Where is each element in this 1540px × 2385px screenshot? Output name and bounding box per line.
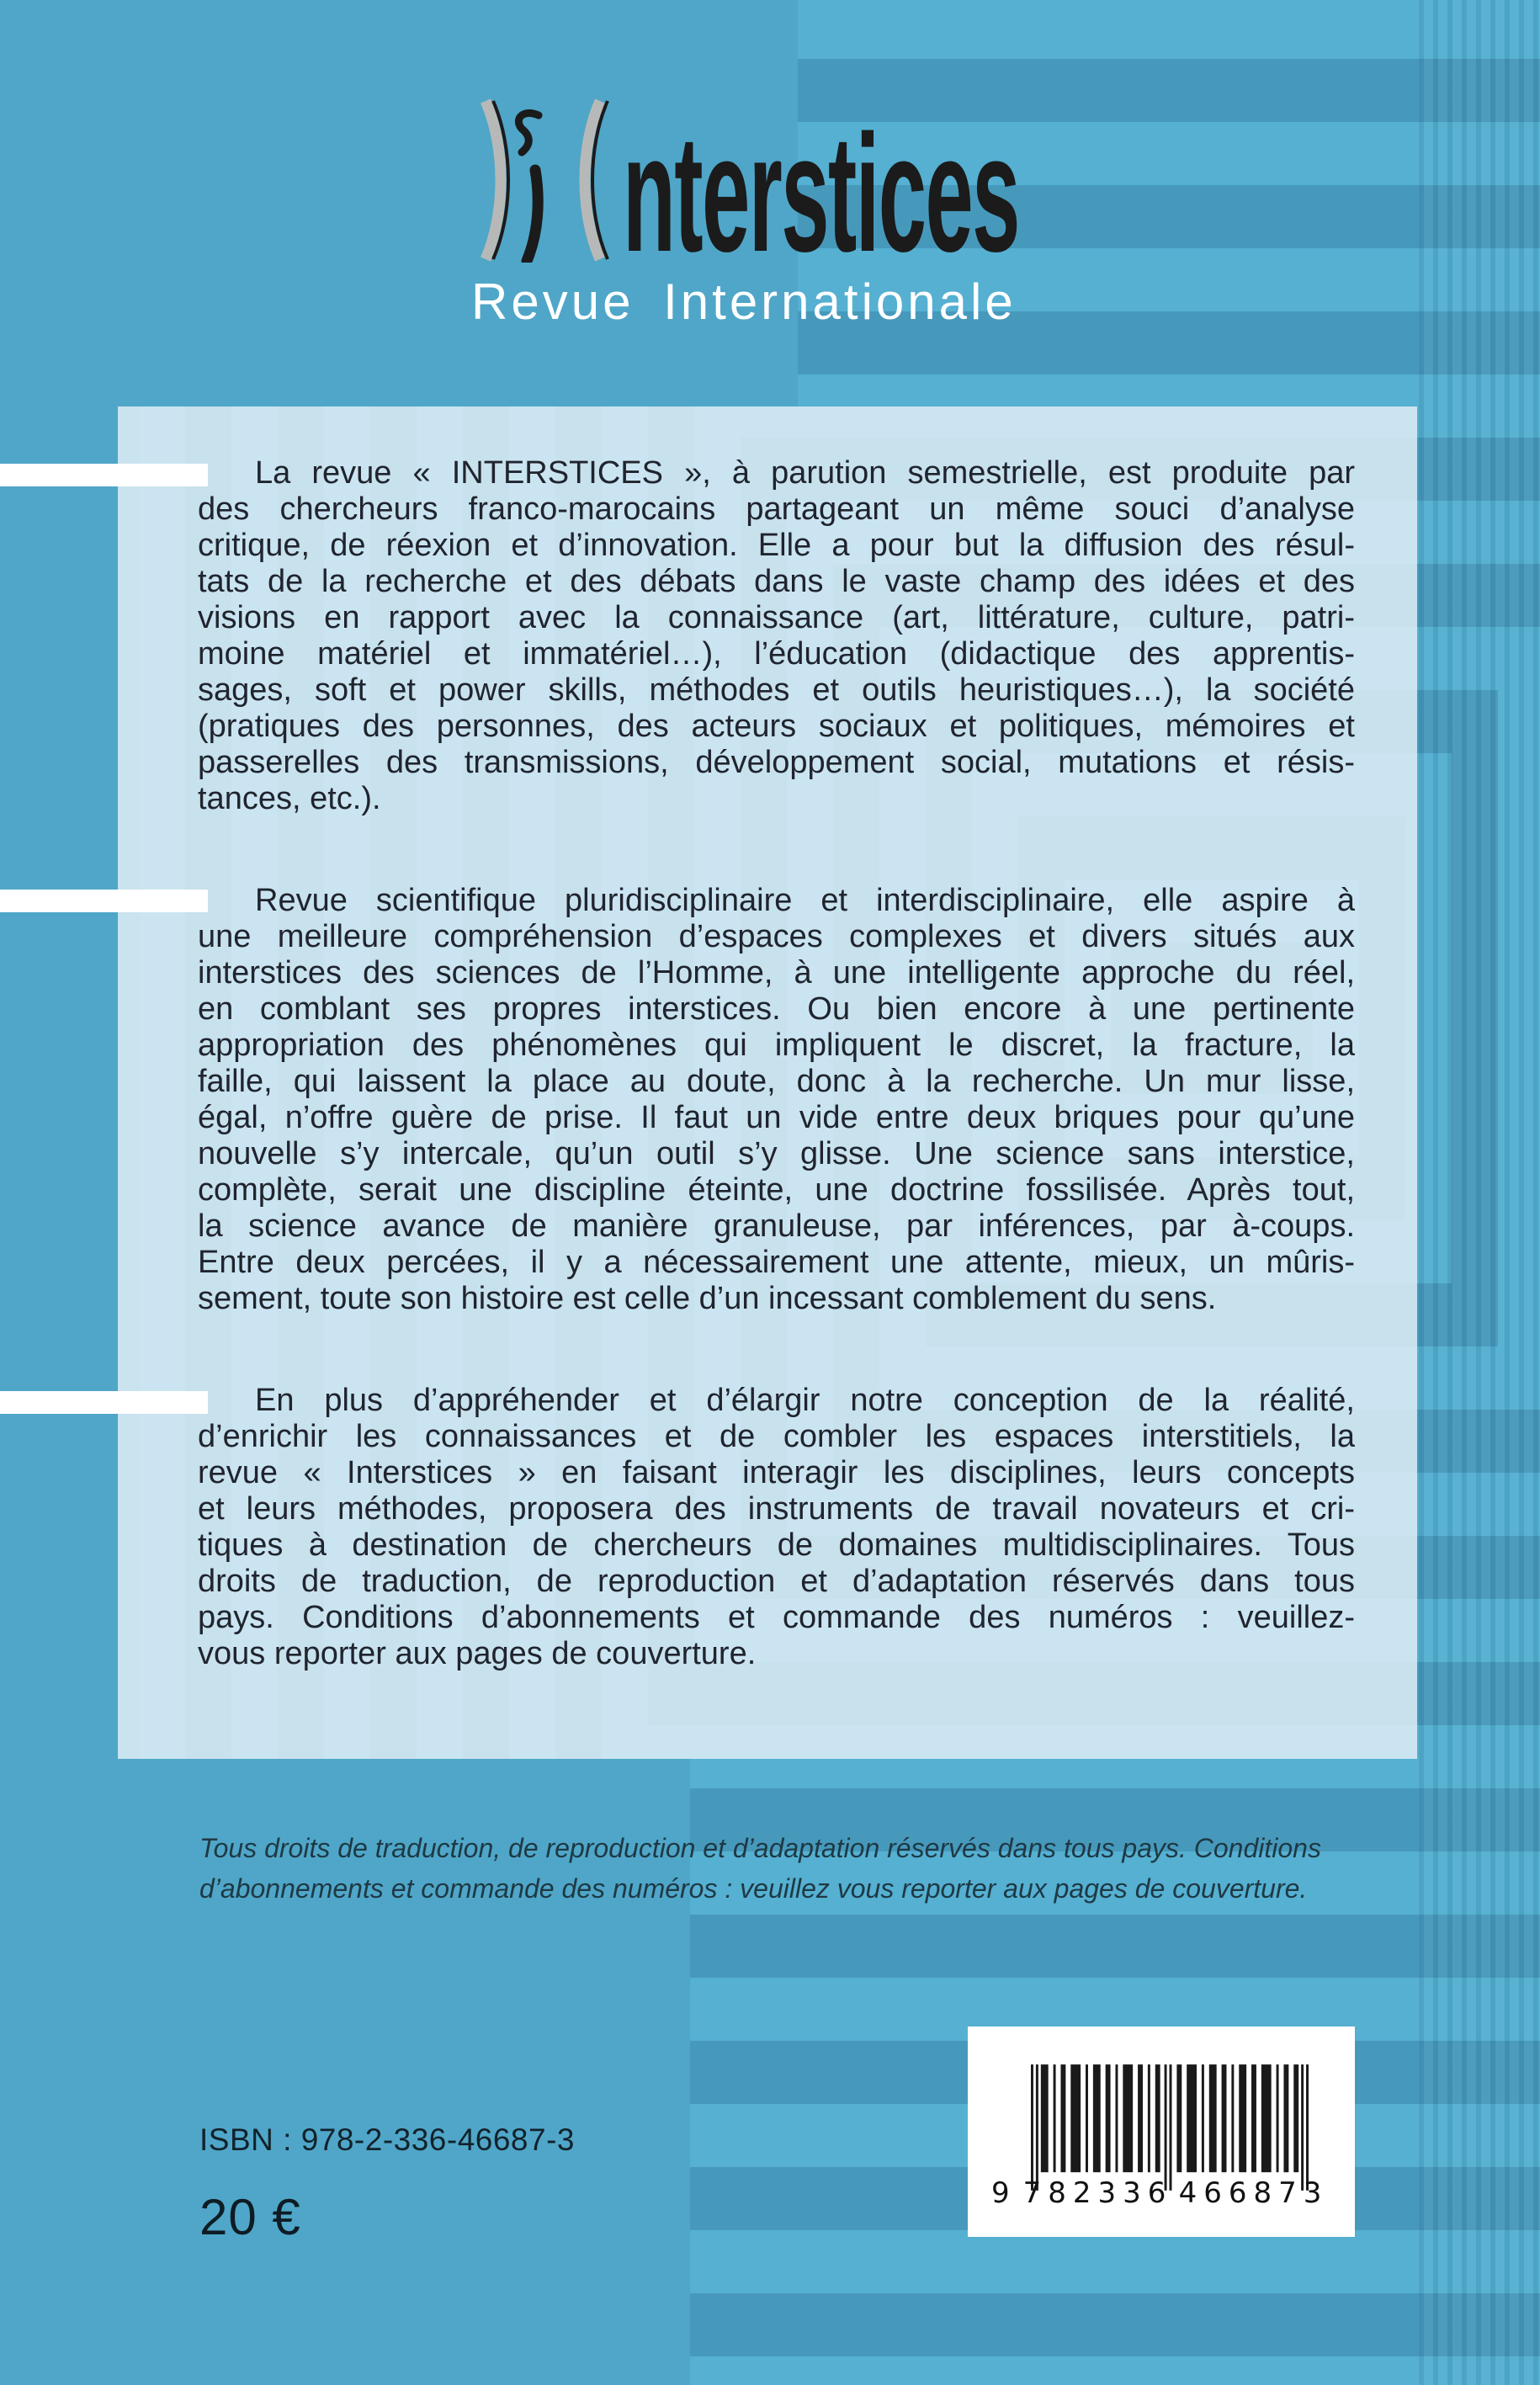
text-line: d’enrichir les connaissances et de combler les espaces interstitiels, la	[198, 1419, 1355, 1454]
barcode-digit-left: 9	[991, 2176, 1010, 2210]
paragraph-mission	[198, 1383, 1355, 1672]
paragraph-marker-bar	[0, 890, 208, 912]
text-line: critique, de réexion et d’innovation. Elle a pour but la diffusion des résul-	[198, 528, 1355, 563]
background-stripes	[1419, 0, 1540, 2385]
paragraph-marker-bar	[0, 1391, 208, 1414]
text-line: Revue scientifique pluridisciplinaire et interdisciplinaire, elle aspire à	[255, 883, 1355, 918]
text-line: tats de la recherche et des débats dans le vaste champ des idées et des	[198, 564, 1355, 599]
description-panel	[118, 406, 1417, 1759]
text-line: revue « Interstices » en faisant interagir les disciplines, leurs concepts	[198, 1455, 1355, 1490]
text-line: En plus d’appréhender et d’élargir notre conception de la réalité,	[255, 1383, 1355, 1418]
text-line: sement, toute son histoire est celle d’un incessant comblement du sens.	[198, 1281, 1217, 1316]
text-line: sages, soft et power skills, méthodes et outils heuristiques…), la société	[198, 672, 1355, 708]
text-line: faille, qui laissent la place au doute, donc à la recherche. Un mur lisse,	[198, 1064, 1355, 1099]
text-line: visions en rapport avec la connaissance (art, littérature, culture, patri-	[198, 600, 1355, 635]
text-line: Entre deux percées, il y a nécessairement une attente, mieux, un mûris-	[198, 1245, 1355, 1280]
text-line: tances, etc.).	[198, 781, 381, 816]
text-line: appropriation des phénomènes qui impliquent le discret, la fracture, la	[198, 1028, 1355, 1063]
text-line: passerelles des transmissions, développement social, mutations et résis-	[198, 745, 1355, 780]
text-line: pays. Conditions d’abonnements et commande des numéros : veuillez-	[198, 1600, 1355, 1635]
barcode-bars-icon	[1031, 2064, 1309, 2191]
price-label: 20 €	[199, 2189, 301, 2245]
logo-right-paren-icon	[576, 98, 609, 262]
text-line: d’abonnements et commande des numéros : veuillez vous reporter aux pages de couverture.	[199, 1873, 1308, 1904]
text-line: nouvelle s’y intercale, qu’un outil s’y glisse. Une science sans interstice,	[198, 1136, 1355, 1171]
logo-wordmark: nterstices	[623, 100, 1019, 286]
text-line: une meilleure compréhension d’espaces complexes et divers situés aux	[198, 919, 1355, 954]
text-line: (pratiques des personnes, des acteurs sociaux et politiques, mémoires et	[198, 709, 1355, 744]
text-line: interstices des sciences de l’Homme, à une intelligente approche du réel,	[198, 955, 1355, 991]
barcode-digits	[991, 2175, 1331, 2213]
barcode-digit-group: 466873	[1178, 2176, 1329, 2210]
text-line: tiques à destination de chercheurs de domaines multidisciplinaires. Tous	[198, 1527, 1355, 1563]
copyright-note	[199, 1828, 1378, 1909]
text-line: La revue « INTERSTICES », à parution semestrielle, est produite par	[255, 455, 1355, 491]
logo-subtitle: Revue Internationale	[471, 274, 1017, 330]
text-line: et leurs méthodes, proposera des instruments de travail novateurs et cri-	[198, 1491, 1355, 1527]
logo-i-hamza-icon	[507, 107, 550, 263]
text-line: Tous droits de traduction, de reproduction et d’adaptation réservés dans tous pays. Conditions	[199, 1833, 1321, 1863]
paragraph-scope	[198, 883, 1355, 1317]
background-flat-area	[0, 406, 119, 1759]
text-line: des chercheurs franco-marocains partageant un même souci d’analyse	[198, 491, 1355, 527]
text-line: droits de traduction, de reproduction et d’adaptation réservés dans tous	[198, 1564, 1355, 1599]
paragraph-presentation	[198, 455, 1355, 817]
text-line: vous reporter aux pages de couverture.	[198, 1636, 757, 1671]
text-line: en comblant ses propres interstices. Ou bien encore à une pertinente	[198, 991, 1355, 1027]
text-line: égal, n’offre guère de prise. Il faut un vide entre deux briques pour qu’une	[198, 1100, 1355, 1135]
text-line: moine matériel et immatériel…), l’éducation (didactique des apprentis-	[198, 636, 1355, 672]
isbn-label: ISBN : 978-2-336-46687-3	[199, 2122, 575, 2157]
paragraph-marker-bar	[0, 464, 208, 486]
barcode-digit-group: 782336	[1022, 2176, 1173, 2210]
barcode	[968, 2026, 1355, 2237]
text-line: complète, serait une discipline éteinte, une doctrine fossilisée. Après tout,	[198, 1172, 1355, 1208]
text-line: la science avance de manière granuleuse, par inférences, par à-coups.	[198, 1208, 1355, 1244]
